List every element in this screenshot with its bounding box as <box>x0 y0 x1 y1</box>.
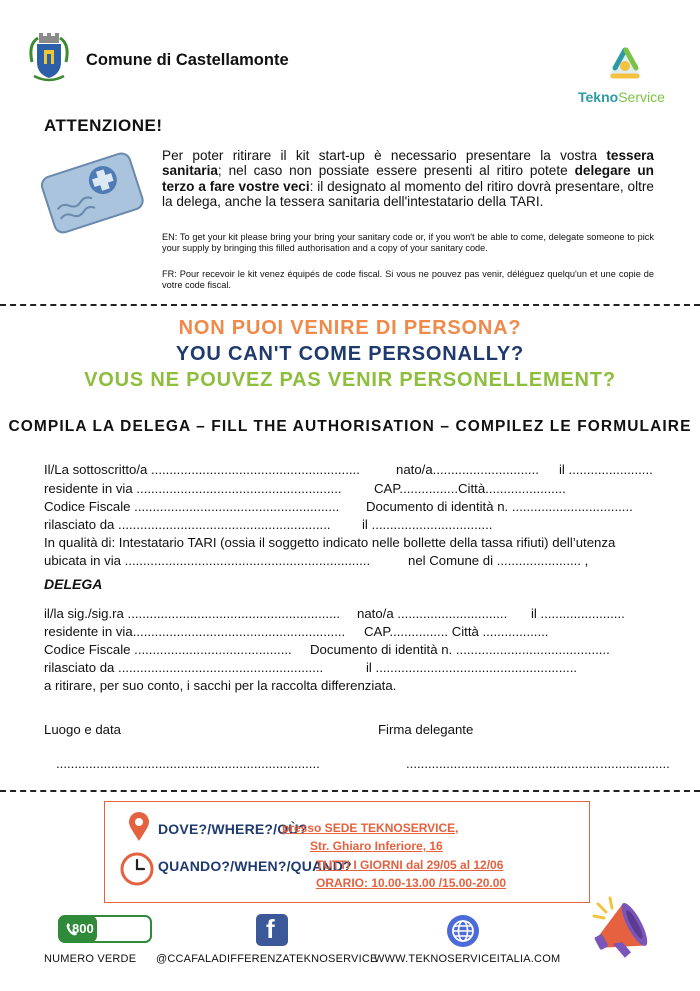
facebook-glyph: f <box>266 914 275 944</box>
delegate-purpose-text: a ritirare, per suo conto, i sacchi per la raccolta differenziata. <box>44 678 397 693</box>
id-document-field[interactable]: Documento di identità n. ................................. <box>366 499 633 514</box>
place-date-label: Luogo e data <box>44 722 122 737</box>
delegate-cap-city-field[interactable]: CAP................ Città .................. <box>364 624 549 639</box>
utility-street-field[interactable]: ubicata in via ................................................................... <box>44 553 371 568</box>
birth-date-field[interactable]: il ....................... <box>559 462 653 477</box>
where-address-line-1: presso SEDE TEKNOSERVICE, <box>282 821 459 835</box>
notice-french-text: FR: Pour recevoir le kit venez équipés de code fiscal. Si vous ne pouvez pas venir, déléguez quelqu'un et une copie de votre code fiscal. <box>162 269 654 290</box>
notice-italian-text <box>162 148 654 210</box>
delegate-id-document-field[interactable]: Documento di identità n. .......................................... <box>310 642 610 657</box>
toll-free-number[interactable]: 800 079 960 <box>72 921 145 936</box>
toll-free-label: NUMERO VERDE <box>44 953 137 965</box>
signature-label: Firma delegante <box>378 722 474 737</box>
castellamonte-coat-of-arms-icon <box>26 32 72 84</box>
location-pin-icon <box>128 812 150 842</box>
divider <box>0 790 700 792</box>
delegate-issued-by-field[interactable]: rilasciato da ........................................................ <box>44 660 324 675</box>
address-field[interactable]: residente in via ........................................................ <box>44 481 342 496</box>
utility-town-field[interactable]: nel Comune di ....................... , <box>408 553 589 568</box>
municipality-name: Comune di Castellamonte <box>86 51 289 69</box>
delegate-name-field[interactable]: il/la sig./sig.ra .......................................................... <box>44 606 341 621</box>
birth-place-field[interactable]: nato/a............................. <box>396 462 539 477</box>
delegate-birth-place-field[interactable]: nato/a .............................. <box>357 606 508 621</box>
toll-free-number-badge <box>58 915 152 943</box>
logo-word-service: Service <box>618 89 665 105</box>
notice-it-bold-health-card: tessera sanitaria <box>162 148 654 179</box>
delegate-birth-date-field[interactable]: il ....................... <box>531 606 625 621</box>
place-date-field[interactable]: ........................................................................ <box>56 756 320 771</box>
when-dates: TUTTI I GIORNI dal 29/05 al 12/06 <box>316 858 504 872</box>
logo-word-tekno: Tekno <box>578 89 619 105</box>
where-label: DOVE?/WHERE?/OÙ? <box>158 821 308 837</box>
where-address-line-2: Str. Ghiaro Inferiore, 16 <box>310 839 443 853</box>
name-field[interactable]: Il/La sottoscritto/a ......................................................... <box>44 462 360 477</box>
delegate-issue-date-field[interactable]: il ....................................................... <box>366 660 578 675</box>
megaphone-icon <box>590 896 662 964</box>
notice-it-part-3: : il designato al momento del ritiro dovrà presentare, oltre la delega, anche la tessera sanitaria dell'intestatario della TARI. <box>162 178 654 210</box>
issued-by-field[interactable]: rilasciato da .......................................................... <box>44 517 331 532</box>
fiscal-code-field[interactable]: Codice Fiscale ........................................................ <box>44 499 340 514</box>
cap-city-field[interactable]: CAP................Città...................... <box>374 481 566 496</box>
form-title: COMPILA LA DELEGA – FILL THE AUTHORISATION – COMPILEZ LE FORMULAIRE <box>8 418 692 435</box>
clock-icon <box>120 852 154 886</box>
heading-french: VOUS NE POUVEZ PAS VENIR PERSONELLEMENT? <box>84 369 616 391</box>
delegate-address-field[interactable]: residente in via.......................................................... <box>44 624 346 639</box>
website-link[interactable]: WWW.TEKNOSERVICEITALIA.COM <box>374 953 561 965</box>
delega-label: DELEGA <box>44 576 103 592</box>
form-row-capacity: In qualità di: Intestatario TARI (ossia il soggetto indicato nelle bollette della tassa rifiuti) dell’utenza <box>44 535 616 550</box>
signature-field[interactable]: ........................................................................ <box>406 756 670 771</box>
teknoservice-logo-text <box>578 89 665 105</box>
issue-date-field[interactable]: il ................................. <box>362 517 493 532</box>
when-label: QUANDO?/WHEN?/QUAND? <box>158 858 352 874</box>
notice-english-text: EN: To get your kit please bring your bring your sanitary code or, if you won't be able to come, delegate someone to pick your supply by bringing this filled authorisation and a copy of your sanitary code. <box>162 232 654 253</box>
heading-italian: NON PUOI VENIRE DI PERSONA? <box>178 317 522 339</box>
attention-title: ATTENZIONE! <box>44 116 163 135</box>
globe-icon[interactable] <box>446 914 480 948</box>
notice-it-part-1: Per poter ritirare il kit start-up è necessario presentare la vostra <box>162 148 607 163</box>
notice-it-part-2: ; nel caso non possiate essere presenti al ritiro potete <box>217 163 575 179</box>
delegate-fiscal-code-field[interactable]: Codice Fiscale ........................................... <box>44 642 292 657</box>
heading-english: YOU CAN'T COME PERSONALLY? <box>175 343 525 365</box>
when-hours: ORARIO: 10.00-13.00 /15.00-20.00 <box>316 876 507 890</box>
divider <box>0 304 700 306</box>
notice-it-bold-delegate: delegare un terzo a fare vostre veci <box>162 163 654 194</box>
social-handle[interactable]: @CCAFALADIFFERENZATEKNOSERVICE <box>156 953 378 965</box>
health-card-icon <box>38 146 146 238</box>
